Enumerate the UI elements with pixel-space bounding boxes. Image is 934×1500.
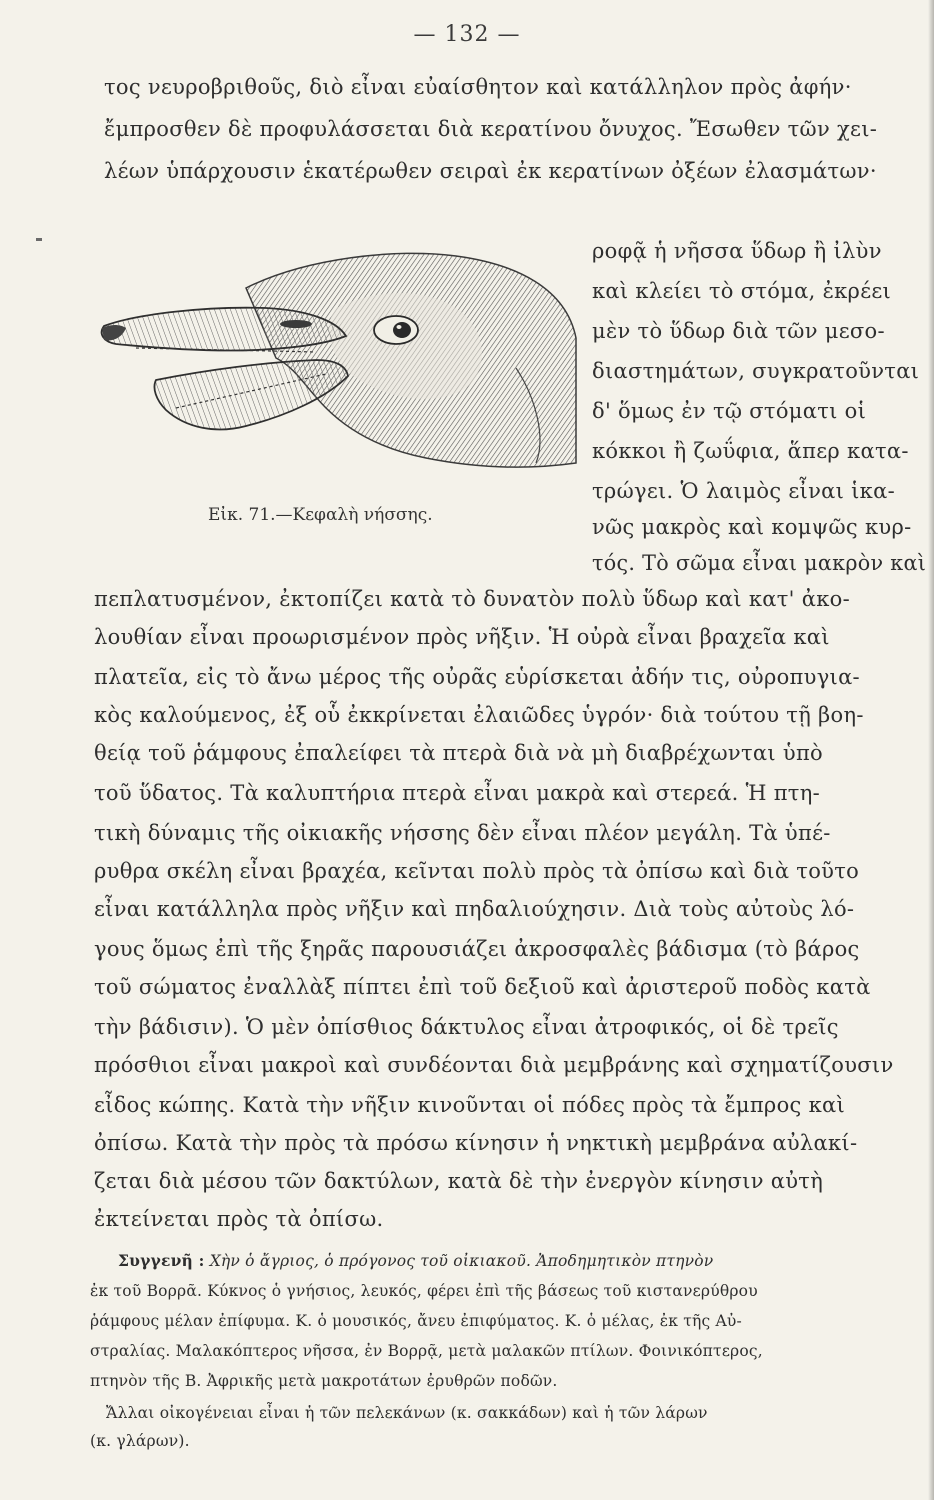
text-line: κόκκοι ἢ ζωΰφια, ἅπερ κατα-: [592, 439, 909, 463]
text-line: δ' ὅμως ἐν τῷ στόματι οἱ: [592, 399, 867, 423]
page-number: — 132 —: [413, 22, 521, 47]
margin-mark: [36, 238, 42, 241]
text-line: νῶς μακρὸς καὶ κομψῶς κυρ-: [592, 515, 912, 539]
text-line: ὀπίσω. Κατὰ τὴν πρὸς τὰ πρόσω κίνησιν ἡ νηκτικὴ μεμβράνα αὐλακί-: [94, 1131, 858, 1155]
text-line: πλατεῖα, εἰς τὸ ἄνω μέρος τῆς οὐρᾶς εὑρίσκεται ἀδήν τις, οὐροπυγια-: [94, 665, 860, 689]
text-line: θείᾳ τοῦ ῥάμφους ἐπαλείφει τὰ πτερὰ διὰ νὰ μὴ διαβρέχωνται ὑπὸ: [94, 741, 824, 765]
goose-head-illustration: [96, 248, 580, 488]
text-line: ἔμπροσθεν δὲ προφυλάσσεται διὰ κερατίνου ὄνυχος. Ἔσωθεν τῶν χει-: [104, 117, 878, 141]
figure-caption: Εἰκ. 71.—Κεφαλὴ νήσσης.: [208, 505, 433, 525]
other-families-line: Ἄλλαι οἰκογένειαι εἶναι ἡ τῶν πελεκάνων (κ. σακκάδων) καὶ ἡ τῶν λάρων: [106, 1404, 708, 1422]
page-edge-shadow: [928, 0, 934, 1500]
text-line: πρόσθιοι εἶναι μακροὶ καὶ συνδέονται διὰ μεμβράνης καὶ σχηματίζουσιν: [94, 1053, 894, 1077]
related-heading: Συγγενῆ :: [118, 1251, 205, 1270]
text-line: τος νευροβριθοῦς, διὸ εἶναι εὐαίσθητον καὶ κατάλληλον πρὸς ἀφήν·: [104, 75, 852, 99]
related-line: ἐκ τοῦ Βορρᾶ. Κύκνος ὁ γνήσιος, λευκός, φέρει ἐπὶ τῆς βάσεως τοῦ κιστανερύθρου: [90, 1282, 758, 1300]
related-line: στραλίας. Μαλακόπτερος νῆσσα, ἐν Βορρᾷ, μετὰ μαλακῶν πτίλων. Φοινικόπτερος,: [90, 1342, 763, 1360]
text-line: τοῦ σώματος ἐναλλὰξ πίπτει ἐπὶ τοῦ δεξιοῦ καὶ ἀριστεροῦ ποδὸς κατὰ: [94, 975, 871, 999]
text-line: εἶναι κατάλληλα πρὸς νῆξιν καὶ πηδαλιούχησιν. Διὰ τοὺς αὐτοὺς λό-: [94, 897, 855, 921]
text-line: πεπλατυσμένον, ἐκτοπίζει κατὰ τὸ δυνατὸν πολὺ ὕδωρ καὶ κατ' ἀκο-: [94, 587, 850, 611]
text-line: ροφᾷ ἡ νῆσσα ὕδωρ ἢ ἰλὺν: [592, 239, 882, 263]
text-line: τός. Τὸ σῶμα εἶναι μακρὸν καὶ: [592, 551, 927, 575]
related-line: πτηνὸν τῆς Β. Ἀφρικῆς μετὰ μακροτάτων ἐρυθρῶν ποδῶν.: [90, 1372, 558, 1390]
text-line: γους ὅμως ἐπὶ τῆς ξηρᾶς παρουσιάζει ἀκροσφαλὲς βάδισμα (τὸ βάρος: [94, 937, 860, 961]
text-line: εἶδος κώπης. Κατὰ τὴν νῆξιν κινοῦνται οἱ πόδες πρὸς τὰ ἔμπρος καὶ: [94, 1093, 846, 1117]
related-line: ῥάμφους μέλαν ἐπίφυμα. Κ. ὁ μουσικός, ἄνευ ἐπιφύματος. Κ. ὁ μέλας, ἐκ τῆς Αὐ-: [90, 1312, 742, 1330]
text-line: κὸς καλούμενος, ἐξ οὗ ἐκκρίνεται ἐλαιῶδες ὑγρόν· διὰ τούτου τῇ βοη-: [94, 703, 864, 727]
text-line: λουθίαν εἶναι προωρισμένον πρὸς νῆξιν. Ἡ οὐρὰ εἶναι βραχεῖα καὶ: [94, 625, 830, 649]
related-line: [118, 1250, 713, 1272]
text-line: ἐκτείνεται πρὸς τὰ ὀπίσω.: [94, 1207, 384, 1231]
text-line: τικὴ δύναμις τῆς οἰκιακῆς νήσσης δὲν εἶναι πλέον μεγάλη. Τὰ ὑπέ-: [94, 821, 831, 845]
text-line: τρώγει. Ὁ λαιμὸς εἶναι ἱκα-: [592, 479, 895, 503]
text-line: διαστημάτων, συγκρατοῦνται: [592, 359, 920, 383]
goose-head-figure: [96, 248, 580, 488]
text-line: ζεται διὰ μέσου τῶν δακτύλων, κατὰ δὲ τὴν ἐνεργὸν κίνησιν αὐτὴ: [94, 1169, 824, 1193]
text-line: ρυθρα σκέλη εἶναι βραχέα, κεῖνται πολὺ πρὸς τὰ ὀπίσω καὶ διὰ τοῦτο: [94, 859, 860, 883]
text-line: τὴν βάδισιν). Ὁ μὲν ὀπίσθιος δάκτυλος εἶναι ἀτροφικός, οἱ δὲ τρεῖς: [94, 1015, 839, 1039]
text-line: καὶ κλείει τὸ στόμα, ἐκρέει: [592, 279, 892, 303]
text-line: τοῦ ὕδατος. Τὰ καλυπτήρια πτερὰ εἶναι μακρὰ καὶ στερεά. Ἡ πτη-: [94, 781, 820, 805]
text-line: λέων ὑπάρχουσιν ἑκατέρωθεν σειραὶ ἐκ κερατίνων ὀξέων ἐλασμάτων·: [104, 159, 877, 183]
other-families-line: (κ. γλάρων).: [90, 1432, 190, 1450]
related-text: Χὴν ὁ ἄγριος, ὁ πρόγονος τοῦ οἰκιακοῦ. Ἀποδημητικὸν πτηνὸν: [209, 1252, 714, 1270]
text-line: μὲν τὸ ὕδωρ διὰ τῶν μεσο-: [592, 319, 885, 343]
